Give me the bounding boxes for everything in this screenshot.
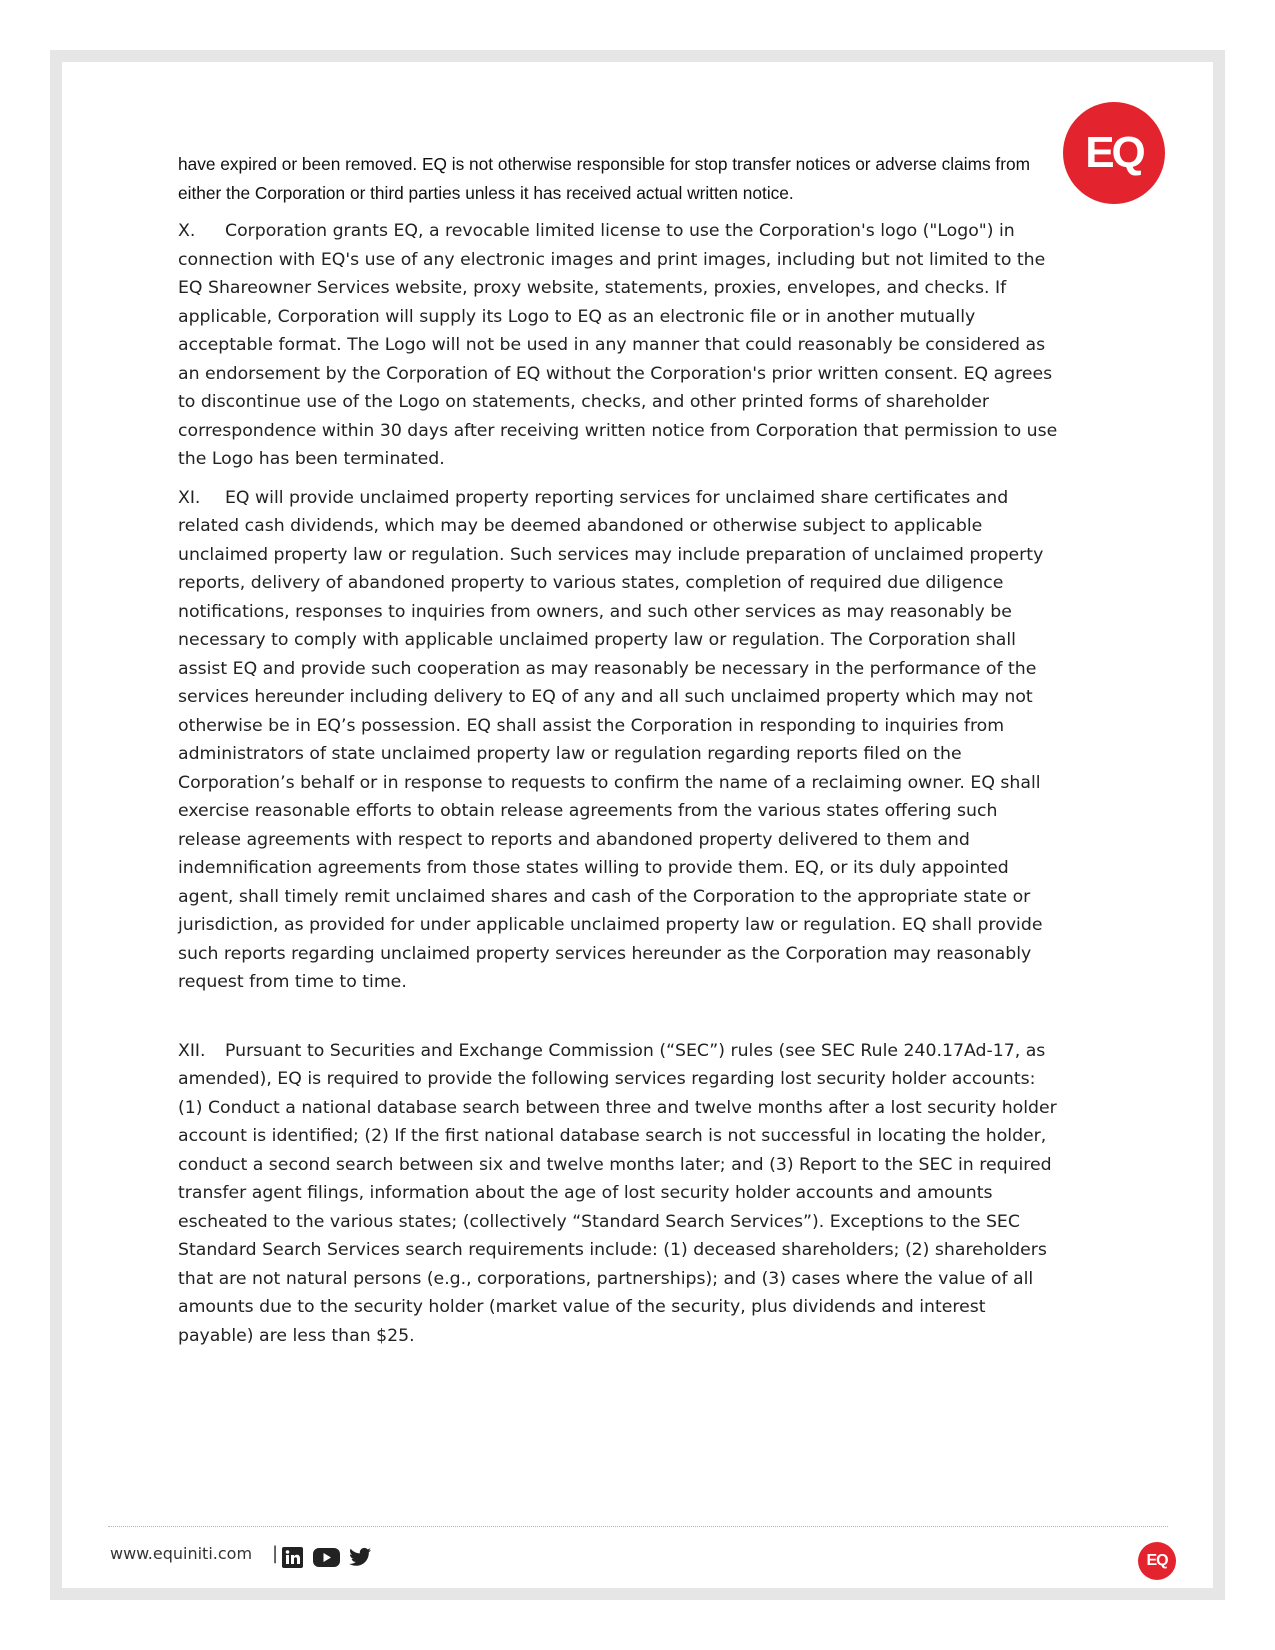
section-xi-text: EQ will provide unclaimed property reporting services for unclaimed share certificates and related cash dividends, which may be deemed abandoned or otherwise subject to applicable unclaimed property law or regulation. Such services may include preparation of unclaimed property reports, delivery of abandoned property to various states, completion of required due diligence notifications, responses to inquiries from owners, and such other services as may reasonably be necessary to comply with applicable unclaimed property law or regulation. The Corporation shall assist EQ and provide such cooperation as may reasonably be necessary in the performance of the services hereunder including delivery to EQ of any and all such unclaimed property which may not otherwise be in EQ’s possession. EQ shall assist the Corporation in responding to inquiries from administrators of state unclaimed property law or regulation regarding reports filed on the Corporation’s behalf or in response to requests to confirm the name of a reclaiming owner. EQ shall exercise reasonable efforts to obtain release agreements from the various states offering such release agreements with respect to reports and abandoned property delivered to them and indemnification agreements from those states willing to provide them. EQ, or its duly appointed agent, shall timely remit unclaimed shares and cash of the Corporation to the appropriate state or jurisdiction, as provided for under applicable unclaimed property law or regulation. EQ shall provide such reports regarding unclaimed property services hereunder as the Corporation may reasonably request from time to time. (178, 487, 1044, 992)
section-x-number: X. (178, 221, 196, 241)
footer-website-link[interactable]: www.equiniti.com (110, 1544, 253, 1563)
youtube-icon[interactable] (313, 1547, 340, 1569)
footer-separator: | (272, 1543, 279, 1564)
linkedin-icon[interactable] (282, 1547, 303, 1569)
section-x-text: Corporation grants EQ, a revocable limited license to use the Corporation's logo ("Logo") in connection with EQ's use of any electronic images and print images, including but not limited to the EQ Shareowner Services website, proxy website, statements, proxies, envelopes, and checks. If applicable, Corporation will supply its Logo to EQ as an electronic file or in another mutually acceptable format. The Logo will not be used in any manner that could reasonably be considered as an endorsement by the Corporation of EQ without the Corporation's prior written consent. EQ agrees to discontinue use of the Logo on statements, checks, and other printed forms of shareholder correspondence within 30 days after receiving written notice from Corporation that permission to use the Logo has been terminated. (178, 221, 1058, 469)
eq-logo-top-text: EQ (1085, 128, 1143, 177)
section-x (178, 217, 1060, 474)
document-body (178, 150, 1060, 1350)
footer-divider (108, 1526, 1168, 1527)
section-xii-text: Pursuant to Securities and Exchange Commission (“SEC”) rules (see SEC Rule 240.17Ad-17, as amended), EQ is required to provide the following services regarding lost security holder accounts: (1) Conduct a national database search between three and twelve months after a lost security holder account is identified; (2) If the first national database search is not successful in locating the holder, conduct a second search between six and twelve months later; and (3) Report to the SEC in required transfer agent filings, information about the age of lost security holder accounts and amounts escheated to the various states; (collectively “Standard Search Services”). Exceptions to the SEC Standard Search Services search requirements include: (1) deceased shareholders; (2) shareholders that are not natural persons (e.g., corporations, partnerships); and (3) cases where the value of all amounts due to the security holder (market value of the security, plus dividends and interest payable) are less than $25. (178, 1040, 1057, 1346)
section-xi-number: XI. (178, 487, 201, 508)
twitter-icon[interactable] (349, 1547, 371, 1569)
eq-logo-bottom-text: EQ (1146, 1552, 1168, 1569)
lead-paragraph: have expired or been removed. EQ is not otherwise responsible for stop transfer notices or adverse claims from either the Corporation or third parties unless it has received actual written notice. (178, 154, 1030, 203)
section-xi (178, 484, 1060, 997)
section-xii (178, 1037, 1060, 1351)
section-xii-number: XII. (178, 1040, 206, 1061)
eq-logo-bottom (1138, 1542, 1176, 1580)
eq-logo-top (1063, 102, 1165, 204)
